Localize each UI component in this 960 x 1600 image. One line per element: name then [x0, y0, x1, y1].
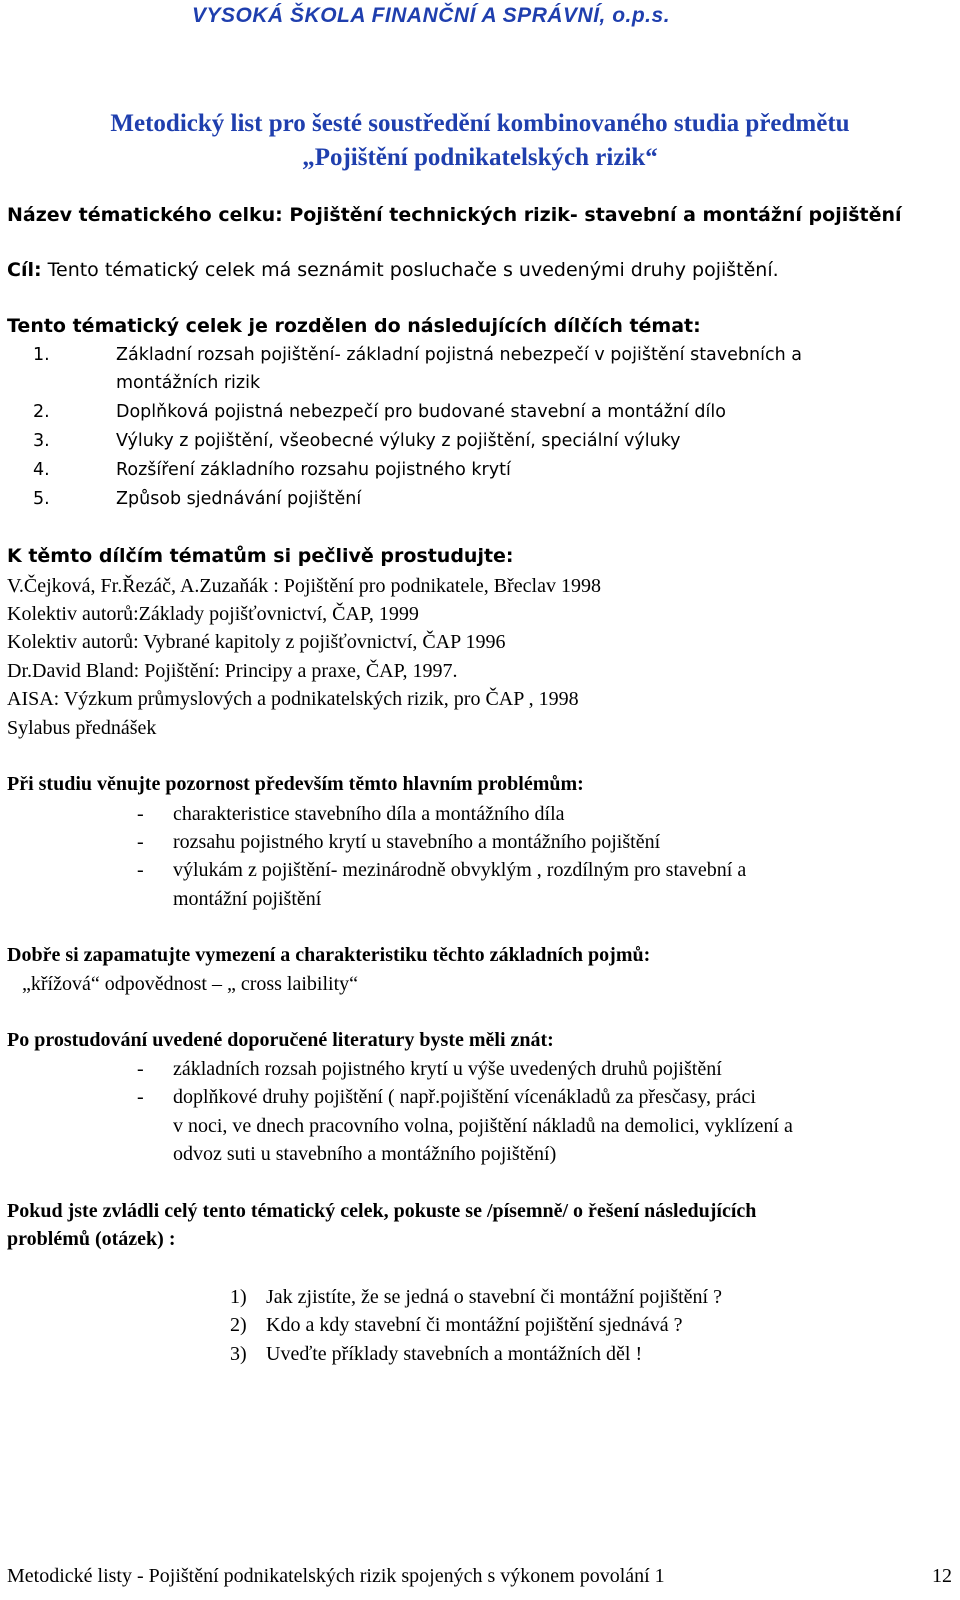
know-text: základních rozsah pojistného krytí u výše uvedených druhů pojištění	[173, 1058, 722, 1080]
remember-heading: Dobře si zapamatujte vymezení a charakteristiku těchto základních pojmů:	[7, 944, 651, 966]
subtopic-number: 5.	[33, 489, 50, 509]
subtopic-number: 1.	[33, 345, 50, 365]
know-item-2-cont: v noci, ve dnech pracovního volna, pojištění nákladů na demolici, vyklízení a	[173, 1115, 793, 1137]
reference-item: V.Čejková, Fr.Řezáč, A.Zuzaňák : Pojištění pro podnikatele, Břeclav 1998	[7, 575, 601, 597]
topic-line	[7, 204, 902, 226]
reference-item: Kolektiv autorů:Základy pojišťovnictví, ČAP, 1999	[7, 603, 419, 625]
question-number: 1)	[230, 1286, 247, 1308]
problems-heading-cont: problémů (otázek) :	[7, 1228, 176, 1250]
attention-text: výlukám z pojištění- mezinárodně obvyklým , rozdílným pro stavební a	[173, 859, 747, 881]
goal-label: Cíl:	[7, 259, 42, 281]
know-heading: Po prostudování uvedené doporučené literatury byste měli znát:	[7, 1029, 554, 1051]
document-title-line1: Metodický list pro šesté soustředění kombinovaného studia předmětu	[110, 110, 850, 137]
subtopic-text: Základní rozsah pojištění- základní pojistná nebezpečí v pojištění stavebních a	[116, 345, 802, 365]
page-number: 12	[932, 1565, 952, 1587]
topic-label: Název tématického celku:	[7, 204, 283, 226]
bullet-dash: -	[137, 831, 144, 853]
page-footer	[7, 1565, 952, 1588]
school-header: VYSOKÁ ŠKOLA FINANČNÍ A SPRÁVNÍ, o.p.s.	[192, 4, 671, 27]
remember-term: „křížová“ odpovědnost – „ cross laibility“	[22, 973, 359, 995]
reference-item: Sylabus přednášek	[7, 717, 157, 739]
question-number: 2)	[230, 1314, 247, 1336]
study-heading: K těmto dílčím tématům si pečlivě prostudujte:	[7, 545, 514, 567]
know-item-2-cont: odvoz suti u stavebního a montážního pojištění)	[173, 1143, 557, 1165]
footer-text: Metodické listy - Pojištění podnikatelských rizik spojených s výkonem povolání 1	[7, 1565, 665, 1587]
document-title-line2: „Pojištění podnikatelských rizik“	[302, 144, 658, 171]
division-heading: Tento tématický celek je rozdělen do následujících dílčích témat:	[7, 315, 701, 337]
problems-heading: Pokud jste zvládli celý tento tématický celek, pokuste se /písemně/ o řešení následujících	[7, 1200, 757, 1222]
question-number: 3)	[230, 1343, 247, 1365]
bullet-dash: -	[137, 859, 144, 881]
subtopic-text: Způsob sjednávání pojištění	[116, 489, 362, 509]
attention-heading: Při studiu věnujte pozornost především těmto hlavním problémům:	[7, 773, 584, 795]
bullet-dash: -	[137, 1058, 144, 1080]
subtopic-text: Rozšíření základního rozsahu pojistného krytí	[116, 460, 511, 480]
question-text: Jak zjistíte, že se jedná o stavební či montážní pojištění ?	[266, 1286, 722, 1308]
bullet-dash: -	[137, 1086, 144, 1108]
reference-item: AISA: Výzkum průmyslových a podnikatelských rizik, pro ČAP , 1998	[7, 688, 579, 710]
know-text: doplňkové druhy pojištění ( např.pojištění vícenákladů za přesčasy, práci	[173, 1086, 756, 1108]
attention-text: rozsahu pojistného krytí u stavebního a montážního pojištění	[173, 831, 661, 853]
topic-value: Pojištění technických rizik- stavební a montážní pojištění	[289, 204, 902, 226]
attention-item-3-cont: montážní pojištění	[173, 888, 322, 910]
bullet-dash: -	[137, 803, 144, 825]
question-text: Kdo a kdy stavební či montážní pojištění sjednává ?	[266, 1314, 683, 1336]
goal-line	[7, 259, 779, 281]
reference-item: Dr.David Bland: Pojištění: Principy a praxe, ČAP, 1997.	[7, 660, 458, 682]
subtopic-number: 4.	[33, 460, 50, 480]
subtopic-number: 2.	[33, 402, 50, 422]
reference-item: Kolektiv autorů: Vybrané kapitoly z pojišťovnictví, ČAP 1996	[7, 631, 506, 653]
question-text: Uveďte příklady stavebních a montážních děl !	[266, 1343, 643, 1365]
subtopic-text: Výluky z pojištění, všeobecné výluky z pojištění, speciální výluky	[116, 431, 681, 451]
subtopic-item-1-cont: montážních rizik	[116, 373, 261, 393]
goal-text: Tento tématický celek má seznámit posluchače s uvedenými druhy pojištění.	[47, 259, 779, 281]
subtopic-number: 3.	[33, 431, 50, 451]
subtopic-text: Doplňková pojistná nebezpečí pro budované stavební a montážní dílo	[116, 402, 726, 422]
attention-text: charakteristice stavebního díla a montážního díla	[173, 803, 565, 825]
